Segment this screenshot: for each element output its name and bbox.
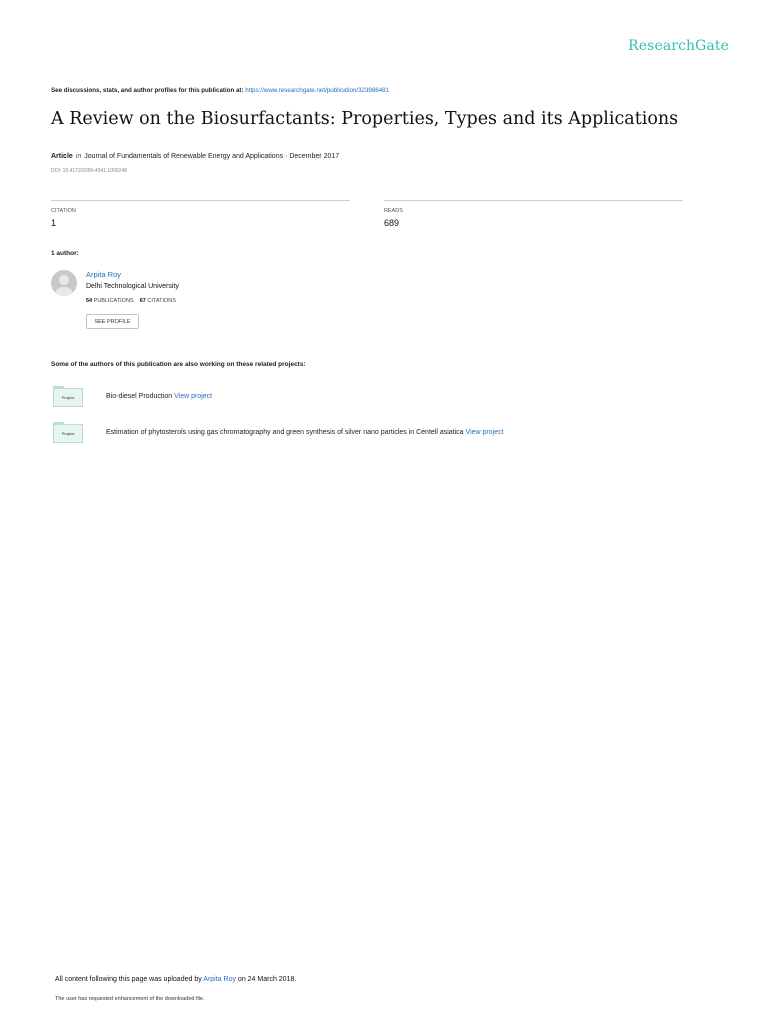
author-affiliation: Delhi Technological University <box>86 283 179 290</box>
avatar-head <box>59 275 69 285</box>
upload-suffix: on 24 March 2018. <box>237 976 297 983</box>
publication-link[interactable]: https://www.researchgate.net/publication/323986481 <box>245 87 390 94</box>
project-folder-icon <box>53 422 83 444</box>
uploader-link[interactable]: Arpita Roy <box>203 976 236 983</box>
project-title: Bio-diesel Production <box>106 393 173 400</box>
doi: DOI: 10.4172/2090-4541.1000248 <box>51 168 127 174</box>
citation-value: 1 <box>51 218 57 228</box>
project-icon-label: Project <box>53 388 83 407</box>
see-profile-button[interactable]: SEE PROFILE <box>86 314 139 329</box>
publications-count: 54 <box>86 298 93 304</box>
avatar-body <box>55 287 73 296</box>
paper-meta <box>51 153 339 160</box>
author-stats <box>86 298 176 304</box>
citation-stat <box>51 200 350 228</box>
citations-count: 67 <box>139 298 146 304</box>
view-project-link[interactable]: View project <box>174 393 213 400</box>
discussion-note <box>51 87 389 94</box>
view-project-link[interactable]: View project <box>465 429 504 436</box>
project-folder-icon <box>53 386 83 408</box>
in-word: in <box>75 153 82 160</box>
citation-label: CITATION <box>51 208 76 214</box>
journal-name[interactable]: Journal of Fundamentals of Renewable Energy and Applications <box>84 153 284 160</box>
publications-label: PUBLICATIONS <box>93 298 134 304</box>
citations-label: CITATIONS <box>147 298 176 304</box>
related-project-item <box>106 393 212 400</box>
upload-prefix: All content following this page was uploaded by <box>55 976 202 983</box>
project-icon-label: Project <box>53 424 83 443</box>
publication-date: · December 2017 <box>285 153 340 160</box>
author-avatar[interactable] <box>51 270 77 296</box>
related-projects-heading: Some of the authors of this publication are also working on these related projects: <box>51 361 306 368</box>
reads-value: 689 <box>384 218 400 228</box>
author-name[interactable]: Arpita Roy <box>86 270 122 279</box>
project-title: Estimation of phytosterols using gas chromatography and green synthesis of silver nano particles in Centell asiatica <box>106 429 464 436</box>
researchgate-logo[interactable]: ResearchGate <box>628 38 729 54</box>
related-project-item <box>106 429 504 436</box>
authors-heading: 1 author: <box>51 250 79 257</box>
reads-stat <box>384 200 683 228</box>
reads-label: READS <box>384 208 403 214</box>
discussion-text: See discussions, stats, and author profiles for this publication at: <box>51 87 244 94</box>
paper-type: Article <box>51 153 73 160</box>
enhancement-note: The user has requested enhancement of the downloaded file. <box>55 996 205 1002</box>
upload-note <box>55 976 296 983</box>
paper-title: A Review on the Biosurfactants: Properties, Types and its Applications <box>51 109 679 129</box>
